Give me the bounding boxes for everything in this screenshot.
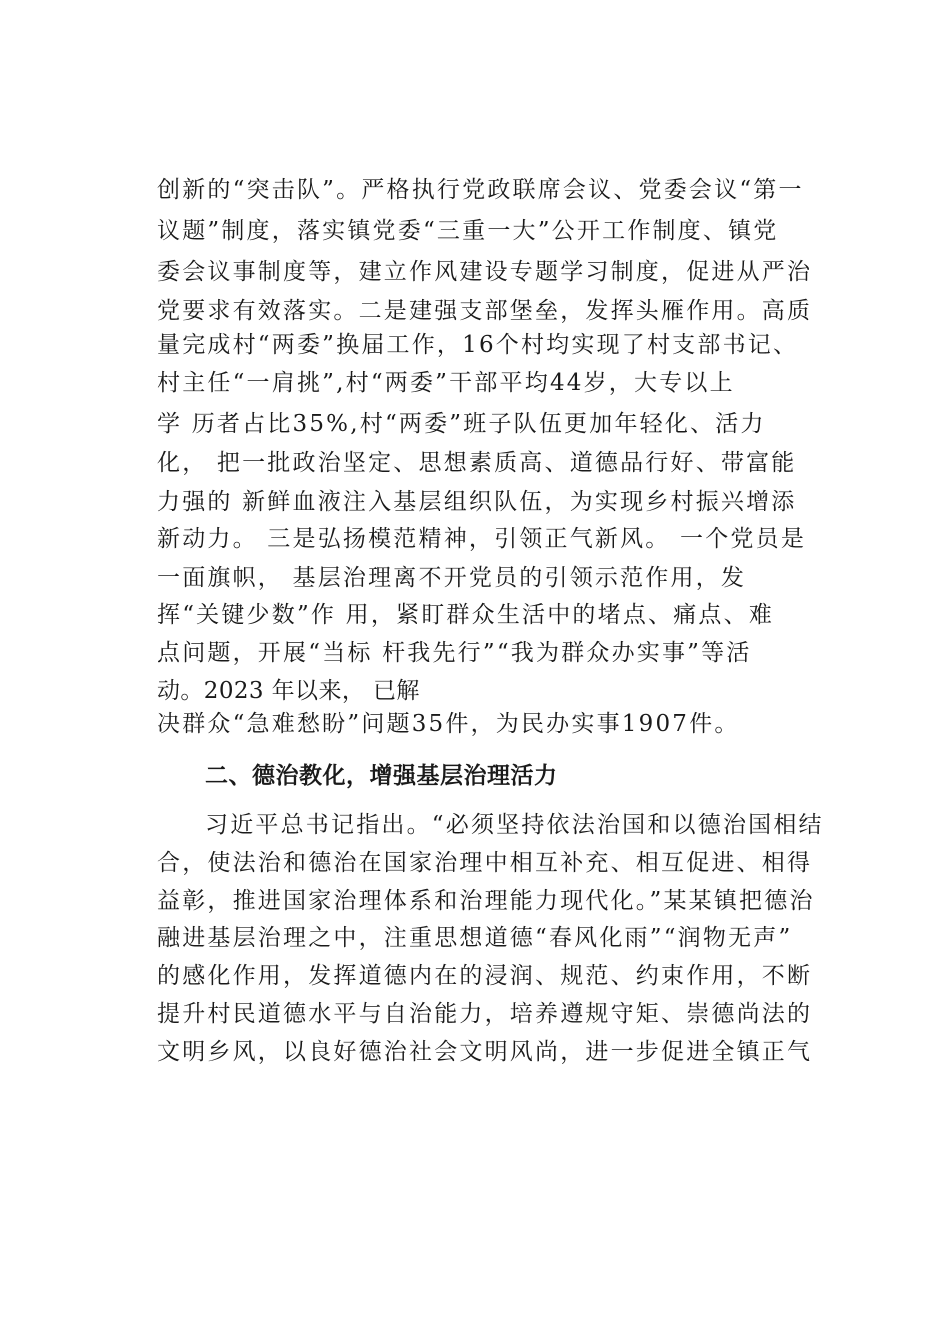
paragraph-line: 挥“关键少数”作 用，紧盯群众生活中的堵点、痛点、难 [157,602,775,628]
paragraph-line: 的感化作用，发挥道德内在的浸润、规范、约束作用，不断 [157,963,813,989]
paragraph-line: 创新的“突击队”。严格执行党政联席会议、党委会议“第一 [157,177,804,203]
paragraph-line: 新动力。 三是弘扬模范精神，引领正气新风。 一个党员是 [157,526,807,552]
paragraph-line: 决群众“急难愁盼”问题35件，为民办实事1907件。 [157,711,740,737]
paragraph-line: 学 历者占比35%,村“两委”班子队伍更加年轻化、活力 [157,411,766,437]
paragraph-line: 党要求有效落实。二是建强支部堡垒，发挥头雁作用。高质 [157,298,813,324]
paragraph-line: 融进基层治理之中，注重思想道德“春风化雨”“润物无声” [157,925,793,951]
paragraph-line: 合，使法治和德治在国家治理中相互补充、相互促进、相得 [157,850,813,876]
paragraph-line: 动。2023 年以来， 已解 [157,678,420,704]
paragraph-line: 一面旗帜， 基层治理离不开党员的引领示范作用，发 [157,565,747,591]
paragraph-line: 村主任“一肩挑”,村“两委”干部平均44岁，大专以上 [157,370,735,396]
paragraph-first-line: 习近平总书记指出。“必须坚持依法治国和以德治国相结 [205,812,824,838]
paragraph-line: 力强的 新鲜血液注入基层组织队伍，为实现乡村振兴增添 [157,489,797,515]
paragraph-line: 文明乡风，以良好德治社会文明风尚，进一步促进全镇正气 [157,1039,813,1065]
paragraph-line: 化， 把一批政治坚定、思想素质高、道德品行好、带富能 [157,450,797,476]
paragraph-line: 提升村民道德水平与自治能力，培养遵规守矩、崇德尚法的 [157,1001,813,1027]
paragraph-line: 委会议事制度等，建立作风建设专题学习制度，促进从严治 [157,259,813,285]
paragraph-line: 议题”制度，落实镇党委“三重一大”公开工作制度、镇党 [157,218,779,244]
paragraph-line: 量完成村“两委”换届工作，16个村均实现了村支部书记、 [157,332,799,358]
section-heading: 二、德治教化，增强基层治理活力 [205,763,558,789]
paragraph-line: 益彰，推进国家治理体系和治理能力现代化。”某某镇把德治 [157,888,815,914]
paragraph-line: 点问题，开展“当标 杆我先行”“我为群众办实事”等活 [157,640,752,666]
